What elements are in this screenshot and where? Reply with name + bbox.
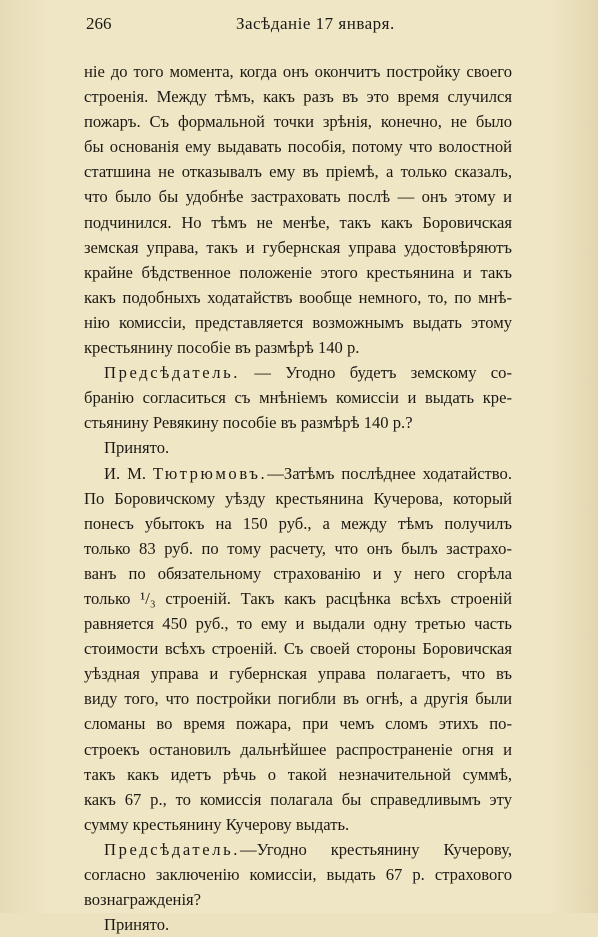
line-text: только 83 руб. по тому расчету, что онъ былъ застрахо- [84, 538, 512, 558]
text-line [84, 887, 512, 912]
text-line [84, 360, 512, 385]
line-text: равняется 450 руб., то ему и выдали одну третью часть [84, 614, 512, 634]
text-line [84, 611, 512, 636]
text-line [84, 410, 512, 435]
line-text: бранію согласиться съ мнѣніемъ комиссіи и выдать кре- [84, 388, 512, 408]
line-text: сумму крестьянину Кучерову выдать. [84, 814, 350, 834]
line-text: согласно заключенію комиссіи, выдать 67 р. страхового [84, 865, 512, 884]
text-line [84, 686, 512, 711]
line-text: —Угодно крестьянину Кучерову, [240, 839, 512, 859]
line-text: сломаны во время пожара, при чемъ сломъ этихъ по- [84, 714, 512, 734]
line-text: По Боровичскому уѣзду крестьянина Кучерова, который [84, 488, 512, 508]
line-text: — Угодно будетъ земскому со- [240, 363, 512, 383]
line-text: вознагражденія? [84, 890, 202, 910]
line-text: подчинился. Но тѣмъ не менѣе, такъ какъ Боровичская [84, 212, 512, 232]
line-text: только ¹/₃ строеній. Такъ какъ расцѣнка всѣхъ строеній [84, 588, 512, 608]
line-text: виду того, что постройки погибли въ огнѣ, а другія были [84, 689, 512, 709]
text-line [84, 461, 512, 486]
text-line [84, 862, 512, 887]
text-line [84, 536, 512, 561]
line-text: ніе до того момента, когда онъ окончитъ постройку своего [84, 62, 512, 81]
text-line [84, 235, 512, 260]
text-line [84, 159, 512, 184]
line-text: какъ 67 р., то комиссія полагала бы справедливымъ эту [84, 789, 512, 809]
page-number: 266 [86, 14, 112, 33]
line-text: стоимости всѣхъ строеній. Съ своей стороны Боровичская [84, 639, 512, 659]
line-text: стьянину Ревякину пособіе въ размѣрѣ 140 р.? [84, 413, 413, 433]
line-text: строенія. Между тѣмъ, какъ разъ въ это время случился [84, 87, 512, 107]
line-text: Принято. [104, 438, 170, 458]
text-line [84, 210, 512, 235]
line-text: какъ подобныхъ ходатайствъ вообще немного, то, по мнѣ- [84, 287, 512, 307]
line-text: —Затѣмъ послѣднее ходатайство. [267, 463, 512, 483]
text-line [84, 134, 512, 159]
text-line [84, 84, 512, 109]
line-text: земская управа, такъ и губернская управа удостовѣряютъ [84, 237, 512, 257]
text-line [84, 109, 512, 134]
line-text: крайне бѣдственное положеніе этого крестьянина и такъ [84, 262, 512, 282]
text-line [84, 812, 512, 837]
text-line [84, 636, 512, 661]
speaker-name: Предсѣдатель. [104, 363, 241, 383]
line-text: понесъ убытокъ на 150 руб., а между тѣмъ получилъ [84, 513, 512, 533]
speaker-initials: И. М. [104, 463, 153, 483]
text-line [84, 335, 512, 360]
line-text: строекъ остановилъ дальнѣйшее распространеніе огня и [84, 739, 512, 759]
line-text: нію комиссіи, представляется возможнымъ выдать этому [84, 312, 512, 332]
line-text: ванъ по обязательному страхованію и у него сгорѣла [84, 563, 512, 583]
text-line [84, 385, 512, 410]
line-text: такъ какъ идетъ рѣчь о такой незначительной суммѣ, [84, 764, 512, 784]
text-line [84, 762, 512, 787]
text-line [84, 59, 512, 84]
line-text: бы основанія ему выдавать пособія, потому что волостной [84, 137, 512, 157]
line-text: крестьянину пособіе въ размѣрѣ 140 р. [84, 338, 360, 358]
text-line [84, 435, 512, 460]
text-line [84, 787, 512, 812]
text-line [84, 310, 512, 335]
page-body-text [84, 59, 512, 937]
text-line [84, 511, 512, 536]
line-text: статшина не отказывалъ ему въ пріемѣ, а только сказалъ, [84, 162, 512, 182]
text-line [84, 737, 512, 762]
text-line [84, 561, 512, 586]
line-text: Принято. [104, 915, 170, 935]
text-line [84, 586, 512, 611]
text-line [84, 912, 512, 937]
line-text: пожаръ. Съ формальной точки зрѣнія, конечно, не было [84, 112, 512, 132]
speaker-name: Предсѣдатель. [104, 839, 241, 859]
text-line [84, 486, 512, 511]
text-line [84, 837, 512, 862]
speaker-name: Тютрюмовъ. [152, 463, 268, 483]
text-line [84, 184, 512, 209]
line-text: что было бы удобнѣе застраховать послѣ — онъ этому и [84, 187, 512, 207]
text-line [84, 285, 512, 310]
text-line [84, 711, 512, 736]
text-line [84, 260, 512, 285]
text-line [84, 661, 512, 686]
page-header [86, 14, 506, 38]
running-title: Засѣданіе 17 января. [236, 14, 395, 33]
line-text: уѣздная управа и губернская управа полагаетъ, что въ [84, 664, 512, 684]
